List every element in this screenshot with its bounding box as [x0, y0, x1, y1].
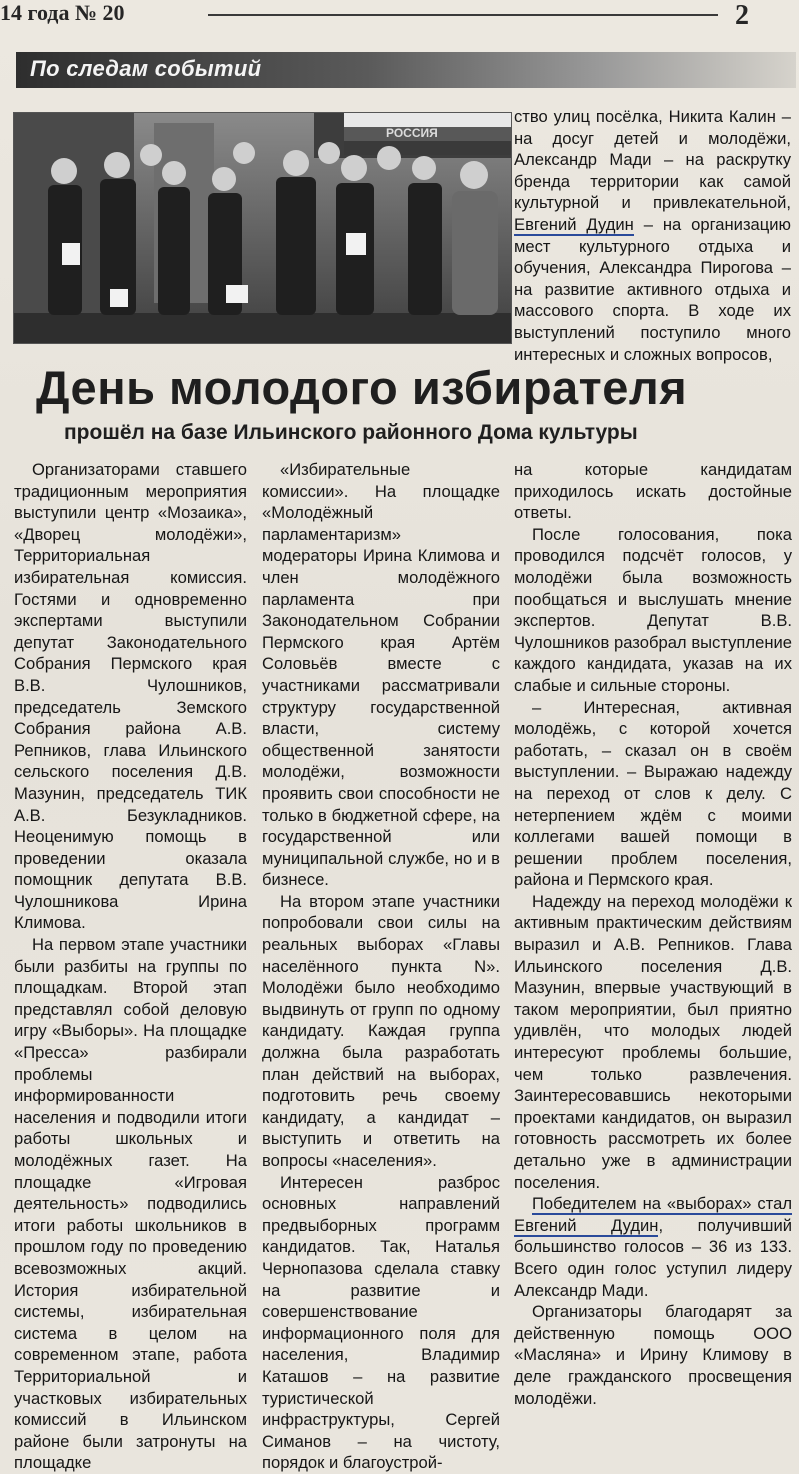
column-2 — [262, 459, 500, 1474]
paragraph: «Избирательные комиссии». На площадке «Молодёжный парламентаризм» модераторы Ирина Климова и член молодёжного парламента при Законодательном Собрании Пермского края Артём Соловьёв вместе с участниками рассматривали структуру государственной власти, систему общественной занятости молодёжи, возможности проявить свои способности не только в бюджетной сфере, на государственной или муниципальной службе, но и в бизнесе. — [262, 460, 500, 890]
header-rule — [208, 14, 718, 16]
top-right-column — [514, 106, 791, 365]
paragraph: Надежду на переход молодёжи к активным практическим действиям выразил и А.В. Репников. Глава Ильинского поселения Д.В. Мазунин, впервые участвующий в таком мероприятии, был приятно удивлён, что молодых людей интересуют проблемы большие, чем только развлечения. Заинтересовавшись некоторыми проектами кандидатов, он выразил готовность рассмотреть их более детально уже в администрации поселения. — [514, 891, 792, 1192]
group-photo-illustration — [14, 113, 511, 343]
event-photo — [13, 112, 512, 344]
subheadline: прошёл на базе Ильинского районного Дома культуры — [64, 421, 638, 444]
section-rubric — [16, 52, 796, 88]
paragraph: Организаторами ставшего традиционным мероприятия выступили центр «Мозаика», «Дворец молодёжи», Территориальная избирательная комиссия. Гостями и одновременно экспертами выступили депутат Законодательного Собрания Пермского края В.В. Чулошников, председатель Земского Собрания района А.В. Репников, глава Ильинского сельского поселения Д.В. Мазунин, председатель ТИК А.В. Безукладников. Неоценимую помощь в проведении оказала помощник депутата В.В. Чулошникова Ирина Климова. — [14, 460, 247, 933]
underlined-name: Евгений Дудин — [514, 1215, 659, 1235]
banner-text: РОССИЯ — [386, 126, 438, 140]
paragraph: Организаторы благодарят за действенную помощь ООО «Масляна» и Ирину Климову в деле гражданского просвещения молодёжи. — [514, 1302, 792, 1408]
page-number: 2 — [735, 0, 749, 31]
paragraph: Победителем на «выборах» стал Евгений Дудин, получивший большинство голосов – 36 из 133. Всего один голос уступил лидеру Александр Мади. — [514, 1194, 792, 1300]
paragraph: Интересен разброс основных направлений предвыборных программ кандидатов. Так, Наталья Чернопазова сделала ставку на развитие и совершенствование информационного поля для населения, Владимир Каташов – на развитие туристической инфраструктуры, Сергей Симанов – на чистоту, порядок и благоустрой- — [262, 1172, 500, 1473]
paragraph: После голосования, пока проводился подсчёт голосов, у молодёжи была возможность пообщаться и выслушать мнение экспертов. Депутат В.В. Чулошников разобрал выступление каждого кандидата, указав на их слабые и сильные стороны. — [514, 524, 792, 695]
paragraph: – Интересная, активная молодёжь, с которой хочется работать, – сказал он в своём выступлении. – Выражаю надежду на переход от слов к делу. С нетерпением ждём с моими коллегами вашей помощи в решении проблем поселения, района и Пермского края. — [514, 697, 792, 890]
headline: День молодого избирателя — [36, 361, 688, 414]
section-rubric-label: По следам событий — [30, 56, 262, 81]
issue-number: 14 года № 20 — [0, 0, 125, 25]
underlined-name: Евгений Дудин — [514, 214, 634, 234]
underlined-phrase: Победителем на «выборах» стал — [532, 1194, 792, 1214]
column-1 — [14, 459, 247, 1474]
column-3 — [514, 459, 792, 1409]
paragraph: ство улиц посёлка, Никита Калин – на досуг детей и молодёжи, Александр Мади – на раскрутку бренда территории как самой культурной и привлекательной, Евгений Дудин – на организацию мест культурного отдыха и обучения, Александра Пирогова – на развитие активного отдыха и массового спорта. В ходе их выступлений поступило много интересных и сложных вопросов, — [514, 107, 791, 364]
paragraph: На первом этапе участники были разбиты на группы по площадкам. Второй этап представлял собой деловую игру «Выборы». На площадке «Пресса» разбирали проблемы информированности населения и подводили итоги работы школьных и молодёжных газет. На площадке «Игровая деятельность» подводились итоги работы школьников в прошлом году по проведению всевозможных акций. История избирательной системы, избирательная система в целом на современном этапе, работа Территориальной и участковых избирательных комиссий в Ильинском районе были затронуты на площадке — [14, 935, 247, 1473]
paragraph: На втором этапе участники попробовали свои силы на реальных выборах «Главы населённого пункта N». Молодёжи было необходимо выдвинуть от групп по одному кандидату. Каждая группа должна была разработать план действий на выборах, подготовить речь своему кандидату, а кандидат – выступить и ответить на вопросы «населения». — [262, 891, 500, 1170]
paragraph: на которые кандидатам приходилось искать достойные ответы. — [514, 460, 792, 523]
